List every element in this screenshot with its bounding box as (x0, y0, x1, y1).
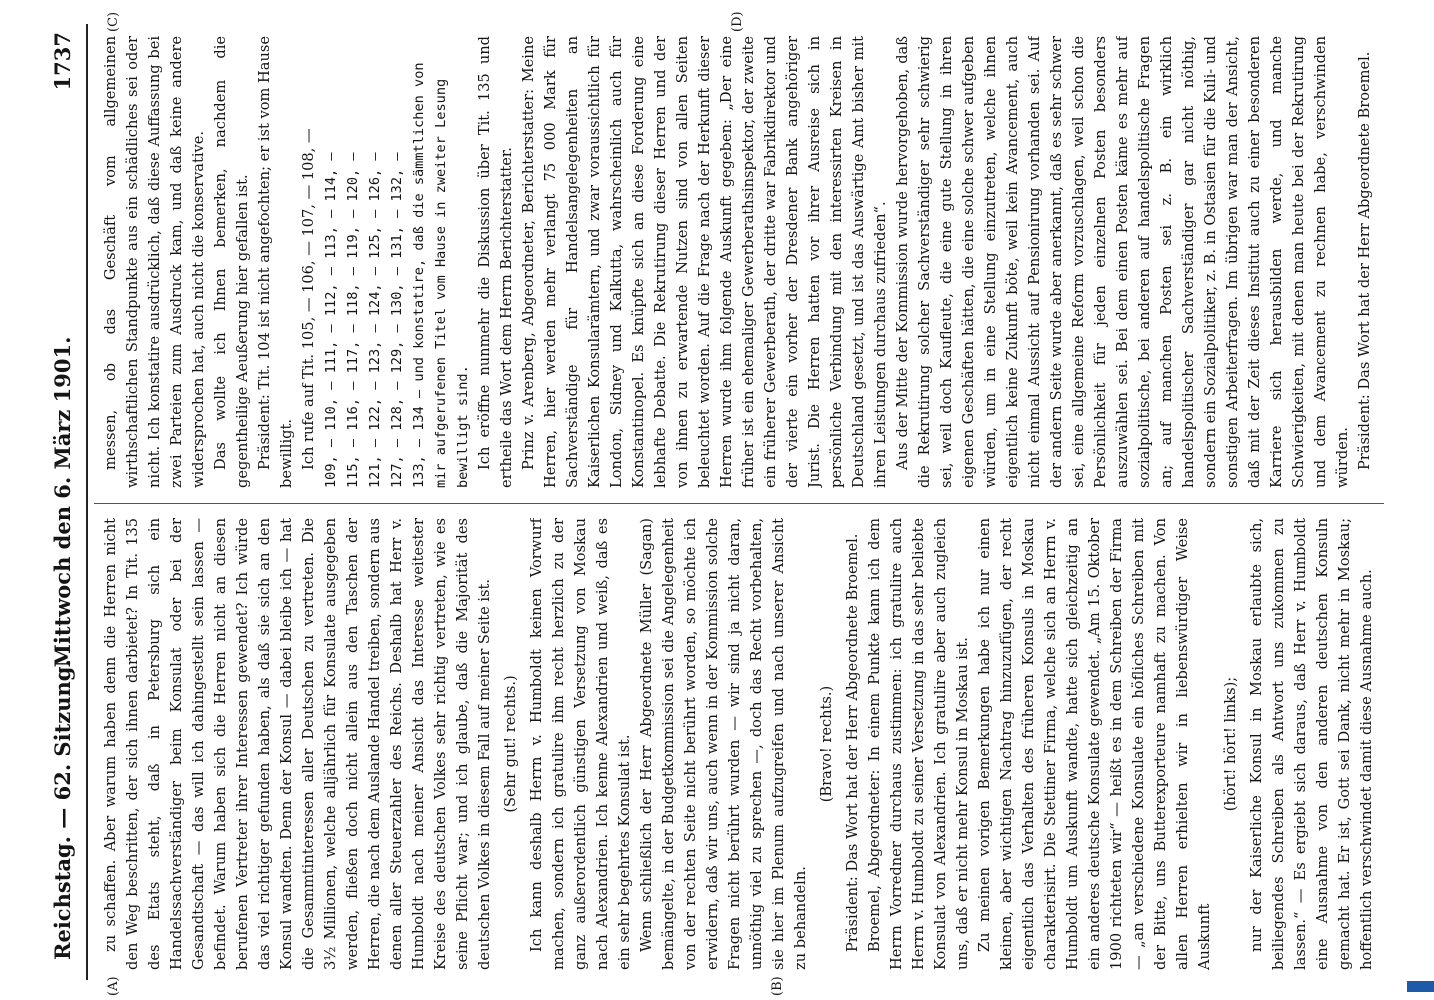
paragraph: Ich kann deshalb Herrn v. Humboldt keinen Vorwurf machen, sondern ich gratulire ihm recht herzlich zu der ganz außerordentlich günstigen Versetzung von Moskau nach Alexandrien. Ich kenne Alexandrien und weiß, daß es ein sehr begehrtes Konsulat ist. (528, 518, 633, 970)
paragraph: Ich eröffne nunmehr die Diskussion über Tit. 135 und ertheile das Wort dem Herrn Berichterstatter. (476, 36, 515, 488)
header-rule (86, 24, 88, 980)
paragraph: Wenn schließlich der Herr Abgeordnete Müller (Sagan) bemängelte, in der Budgetkommission sei die Angelegenheit von der rechten Seite nicht berührt worden, so möchte ich erwidern, daß wir uns, auch wenn in der Kommission solche Fragen nicht berührt wurden — wir sind ja nicht daran, unnöthig viel zu sprechen —, doch das Recht vorbehalten, sie hier im Plenum aufzugreifen und nach unserer Ansicht zu behandeln. (638, 518, 809, 970)
header-center: Mittwoch den 6. März 1901. (50, 336, 75, 668)
column-separator (94, 503, 1384, 504)
running-header (44, 24, 84, 980)
speaker-paragraph: Präsident: Tit. 104 ist nicht angefochten; er ist vom Hause bewilligt. (256, 36, 295, 488)
paragraph: messen, ob das Geschäft vom allgemeinen wirthschaftlichen Standpunkte aus ein schädliches sei oder nicht. Ich konstatire ausdrücklich, daß diese Auffassung bei zwei Parteien zum Ausdruck kam, und daß keine andere widersprochen hat, auch nicht die konservative. (102, 36, 207, 488)
margin-marker-a: (A) (106, 976, 121, 996)
interjection: (hört! hört! links); (1222, 676, 1239, 812)
title-numbers: 109, — 110, — 111, — 112, — 113, — 114, — 115, — 116, — 117, — 118, — 119, — 120, — 121, — 122, — 123, — 124, — 125, — 126, — 127, — 128, — 129, — 130, — 131, — 132, — 133, — 134 — und konstatire, daß die sämmtlichen von mir aufgerufenen Titel vom Hause in zweiter Lesung bewilligt sind. (323, 62, 471, 488)
paragraph: Aus der Mitte der Kommission wurde hervorgehoben, daß die Rekrutirung solcher Sachverständiger sehr schwierig sei, weil doch Kaufleute, die eine gute Stellung in ihren eigenen Geschäften hätten, die eine solche schwer aufgeben würden, um in eine Stellung einzutreten, welche ihnen eigentlich keine Zukunft böte, weil kein Avancement, auch nicht einmal Aussicht auf Pensionirung vorhanden sei. Auf der andern Seite wurde aber anerkannt, daß es sehr schwer sei, eine allgemeine Reform vorzuschlagen, weil schon die Persönlichkeit für jeden einzelnen Posten besonders auszuwählen sei. Bei dem einen Posten käme es mehr auf sozialpolitische, bei anderen auf handelspolitische Fragen an; auf manchen Posten sei z. B. ein wirklich handelspolitischer Sachverständiger gar nicht nöthig, sondern ein Sozialpolitiker, z. B. in Ostasien für die Kuli- und sonstigen Arbeiterfragen. Im übrigen war man der Ansicht, daß mit der Zeit dieses Institut auch zu einer besonderen Karriere sich herausbilden werde, und manche Schwierigkeiten, mit denen man heute bei der Rekrutirung und dem Avancement zu rechnen habe, verschwinden würden. (894, 36, 1351, 488)
paragraph: nur der Kaiserliche Konsul in Moskau erlaubte sich, beiliegendes Schreiben als Antwort uns zukommen zu lassen.“ — Es ergiebt sich daraus, daß Herr v. Humboldt eine Ausnahme von den anderen deutschen Konsuln gemacht hat. Er ist, Gott sei Dank, nicht mehr in Moskau; hoffentlich verschwindet damit diese Ausnahme auch. (1248, 518, 1375, 970)
margin-marker-d: (D) (730, 11, 745, 32)
speaker-paragraph: Prinz v. Arenberg, Abgeordneter, Berichterstatter: Meine Herren, hier werden mehr verlangt 75 000 Mark für Sachverständige für Handelsangelegenheiten an Kaiserlichen Konsularämtern, und zwar voraussichtlich für London, Sidney und Kalkutta, wahrscheinlich auch für Konstantinopel. Es knüpfte sich an diese Forderung eine lebhafte Debatte. Die Rekrutirung dieser Herren und der von ihnen zu erwartende Nutzen sind von allen Seiten beleuchtet worden. Auf die Frage nach der Herkunft dieser Herren wurde ihm folgende Auskunft gegeben: „Der eine früher ist ein ehemaliger Gewerberathsinspektor, der zweite ein früherer Gewerberath, der dritte war Fabrikdirektor und der vierte ein vorher der Dresdener Bank angehöriger Jurist. Die Herren hatten vor ihrer Ausreise sich in persönliche Verbindung mit den interessirten Kreisen in Deutschland gesetzt, und ist das Auswärtige Amt bisher mit ihren Leistungen durchaus zufrieden“. (520, 36, 889, 488)
left-column (100, 518, 1375, 970)
dfg-logo (1407, 981, 1434, 992)
right-column (100, 36, 1375, 488)
speaker-paragraph: Präsident: Das Wort hat der Herr Abgeordnete Broemel. (1356, 51, 1373, 470)
paragraph: Ich rufe auf Tit. 105, — 106, — 107, — 108, — (300, 128, 317, 470)
speaker-paragraph: Präsident: Das Wort hat der Herr Abgeordnete Broemel. (844, 533, 861, 952)
margin-marker-b: (B) (770, 976, 785, 996)
page-number: 1737 (50, 32, 75, 91)
digitization-credit (1413, 4, 1433, 996)
margin-marker-c: (C) (106, 11, 121, 32)
interjection: (Bravo! rechts.) (818, 685, 835, 803)
speaker-paragraph: Broemel, Abgeordneter: In einem Punkte kann ich dem Herrn Vorredner durchaus zustimmen: ich gratulire auch Herrn v. Humboldt zu seiner Versetzung in das sehr beliebte Konsulat von Alexandrien. Ich gratulire aber auch zugleich uns, daß er nicht mehr Konsul in Moskau ist. (866, 518, 971, 970)
paragraph: zu schaffen. Aber warum haben denn die Herren nicht den Weg beschritten, der sich ihnen darbietet? In Tit. 135 des Etats steht, daß in Petersburg sich ein Handelssachverständiger beim Konsulat oder bei der Gesandtschaft — das will ich dahingestellt sein lassen — befindet. Warum haben sich die Herren nicht an diesen berufenen Vertreter ihrer Interessen gewendet? Ich würde das viel richtiger gefunden haben, als daß sie sich an den Konsul wandten. Denn der Konsul — dabei bleibe ich — hat die Gesammtinteressen aller Deutschen zu vertreten. Die 3½ Millionen, welche alljährlich für Konsulate ausgegeben werden, fließen doch nicht allein aus den Taschen der Herren, die nach dem Auslande Handel treiben, sondern aus denen aller Steuerzahler des Reichs. Deshalb hat Herr v. Humboldt nach meiner Ansicht das Interesse weitester Kreise des deutschen Volkes sehr richtig vertreten, wie es seine Pflicht war; und ich glaube, daß die Majorität des deutschen Volkes in diesem Fall auf meiner Seite ist. (102, 518, 493, 970)
paragraph: Das wollte ich Ihnen bemerken, nachdem die gegentheilige Aeußerung hier gefallen ist. (212, 36, 251, 488)
header-left: Reichstag. — 62. Sitzung. (50, 659, 75, 960)
paragraph: Zu meinen vorigen Bemerkungen habe ich nur einen kleinen, aber wichtigen Nachtrag hinzuzufügen, der recht eigentlich das Verhalten des früheren Konsuls in Moskau charakterisirt. Die Stettiner Firma, welche sich an Herrn v. Humboldt um Auskunft wandte, hatte sich gleichzeitig an ein anderes deutsche Konsulate gewendet. „Am 15. Oktober 1900 richteten wir“ — heißt es in dem Schreiben der Firma — „an verschiedene Konsulate ein höfliches Schreiben mit der Bitte, uns Butterexporteure namhaft zu machen. Von allen Herren erhielten wir in liebenswürdiger Weise Auskunft (976, 518, 1213, 970)
interjection: (Sehr gut! rechts.) (502, 675, 519, 813)
rotated-page-frame (10, 0, 1400, 1000)
